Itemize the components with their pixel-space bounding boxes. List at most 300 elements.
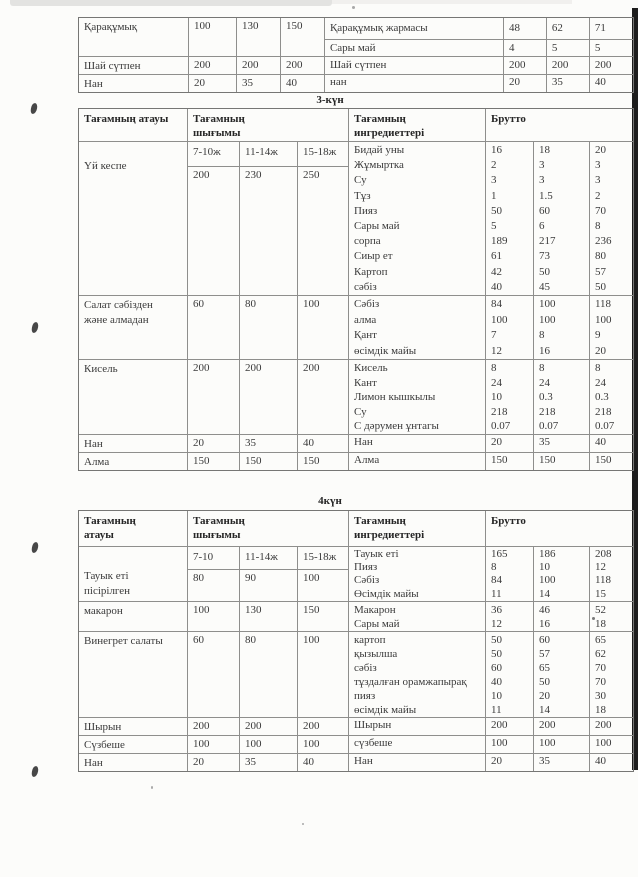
scan-speck: [352, 6, 355, 9]
brutto-value: 35: [551, 76, 563, 88]
ingredient-name: өсімдік майы: [354, 703, 417, 716]
portion-value: 130: [244, 603, 262, 616]
portion-cell: [187, 142, 239, 295]
portion-value: 100: [244, 737, 262, 750]
brutto-value: 40: [491, 280, 502, 293]
ingredient-name: Сәбіз: [354, 298, 380, 311]
menu-row: [79, 546, 633, 601]
dish-name-cell: [79, 453, 187, 470]
brutto-value: 73: [538, 250, 550, 263]
brutto-value: 48: [508, 22, 520, 34]
menu-row: [79, 56, 633, 74]
header-text-line: Тағамның: [354, 113, 406, 125]
brutto-value: 57: [594, 265, 606, 278]
portion-value: 20: [192, 437, 204, 449]
header-ingredients: [348, 511, 485, 546]
portion-cell: [187, 435, 239, 452]
brutto-value: 3: [491, 174, 497, 187]
portion-value: 35: [244, 437, 256, 449]
portion-cell: [188, 75, 236, 92]
header-text-line: Брутто: [491, 113, 526, 125]
header-text-line: Тағамның: [354, 515, 406, 527]
ingredient-name: Су: [354, 405, 367, 418]
header-text-line: Тағамның: [192, 113, 245, 125]
brutto-value: 10: [491, 391, 502, 404]
ingredients-cell: [348, 360, 485, 434]
dish-name-cell: [79, 360, 187, 434]
menu-row: [79, 434, 633, 452]
portion-cell: [239, 142, 297, 295]
header-output: [187, 109, 348, 141]
brutto-value: 3: [594, 159, 601, 172]
ingredient-name: картоп: [354, 633, 386, 646]
dish-name-cell: [79, 142, 187, 295]
brutto-value: 12: [491, 344, 502, 357]
portion-cell: [187, 453, 239, 470]
portion-cell: [239, 453, 297, 470]
portion-value: 100: [192, 737, 210, 750]
ingredient-name: Сары май: [354, 617, 400, 630]
brutto-value: 9: [594, 329, 601, 342]
brutto-value: 200: [538, 718, 556, 731]
portion-cell: [297, 453, 348, 470]
brutto-value: 20: [538, 689, 550, 702]
ingredient-name: Алма: [354, 454, 380, 466]
dish-name: Сүзбеше: [84, 738, 125, 751]
brutto-value: 42: [491, 265, 502, 278]
portion-value: 100: [192, 603, 210, 616]
brutto-value: 100: [491, 313, 508, 326]
portion-value: 35: [241, 77, 253, 89]
brutto-value: 50: [538, 265, 550, 278]
ingredient-name: Макарон: [354, 603, 396, 616]
brutto-cell: [589, 360, 633, 434]
brutto-value: 7: [491, 329, 497, 342]
ingredient-name: Сары май: [325, 39, 503, 56]
dish-name: макарон: [84, 604, 123, 617]
brutto-cell: [589, 296, 633, 359]
portion-value: 35: [244, 755, 256, 768]
brutto-value: 218: [491, 405, 508, 418]
brutto-cell: [589, 453, 633, 470]
header-text-line: ингредиеттері: [354, 127, 425, 139]
portion-value: 200: [192, 169, 210, 181]
header-brutto: [485, 511, 633, 546]
portion-cell: [239, 547, 297, 601]
ingredients-cell: [348, 602, 485, 631]
ingredient-name: Тауык еті: [354, 548, 399, 560]
menu-row: [79, 295, 633, 359]
brutto-value: 52: [594, 603, 606, 616]
brutto-value: 70: [594, 204, 606, 217]
portion-value: 200: [285, 59, 303, 71]
brutto-cell: [485, 718, 533, 735]
ingredients-cell: [348, 547, 485, 601]
brutto-value: 8: [538, 329, 545, 342]
brutto-value: 8: [594, 362, 601, 375]
portion-value: 150: [244, 455, 262, 467]
brutto-value: 100: [594, 736, 612, 749]
dish-name: Шырын: [84, 720, 122, 733]
brutto-value: 60: [538, 633, 550, 646]
portion-cell: [236, 75, 280, 92]
brutto-cell: [485, 142, 533, 295]
brutto-cell: [485, 435, 533, 452]
portion-cell: [239, 435, 297, 452]
margin-ink-mark: [31, 322, 39, 334]
brutto-value: 200: [551, 59, 569, 71]
portion-value: 150: [192, 455, 210, 467]
brutto-value: 0.07: [491, 420, 511, 433]
portion-cell: [297, 736, 348, 753]
portion-value: 20: [194, 77, 206, 89]
brutto-value: 200: [594, 59, 612, 71]
brutto-cell: [485, 754, 533, 771]
ingredients-cell: [348, 632, 485, 717]
ingredient-name: тұздалған орамжапырақ: [354, 675, 467, 688]
brutto-cell: [533, 718, 589, 735]
ingredient-name: С дәрумен ұнтагы: [354, 420, 439, 433]
portion-value: 150: [285, 20, 303, 32]
brutto-value: 30: [594, 689, 606, 702]
portion-value: 60: [192, 298, 204, 311]
brutto-value: 218: [538, 405, 556, 418]
header-text-line: Брутто: [491, 515, 526, 527]
brutto-value: 1.5: [538, 189, 553, 202]
ingredient-name: Сәбіз: [354, 574, 380, 587]
brutto-value: 4: [504, 39, 546, 56]
brutto-value: 3: [538, 159, 545, 172]
menu-row: [79, 735, 633, 753]
brutto-value: 165: [491, 548, 508, 560]
brutto-value: 16: [491, 144, 502, 156]
portion-value: 40: [285, 77, 297, 89]
brutto-cell: [533, 547, 589, 601]
brutto-value: 16: [538, 344, 550, 357]
header-text-line: Тағамның: [192, 515, 245, 527]
brutto-value: 71: [594, 22, 606, 34]
portion-cell: [187, 360, 239, 434]
ingredient-name: Жұмыртка: [354, 159, 404, 172]
table-header-row: [79, 511, 633, 546]
brutto-value: 100: [594, 313, 612, 326]
brutto-value: 65: [594, 633, 606, 646]
ingredient-name: сәбіз: [354, 280, 377, 293]
day4-menu-table: [78, 510, 634, 772]
brutto-value: 20: [594, 144, 606, 156]
brutto-value: 84: [491, 298, 502, 311]
brutto-value: 35: [538, 436, 550, 448]
ingredients-cell: [348, 453, 485, 470]
brutto-value: 24: [594, 376, 606, 389]
dish-name: және алмадан: [84, 314, 149, 327]
brutto-cell: [503, 75, 546, 92]
brutto-value: 57: [538, 647, 550, 660]
brutto-cell: [533, 435, 589, 452]
brutto-value: 0.07: [538, 420, 559, 433]
brutto-value: 20: [491, 436, 502, 448]
ingredient-name: Нан: [354, 436, 373, 448]
brutto-value: 40: [594, 754, 606, 767]
brutto-value: 16: [538, 617, 550, 630]
brutto-value: 6: [538, 220, 545, 233]
header-brutto: [485, 109, 633, 141]
brutto-value: 70: [594, 661, 606, 674]
brutto-value: 50: [491, 204, 502, 217]
portion-cell: [239, 632, 297, 717]
brutto-cell: [533, 453, 589, 470]
ingredients-cell: [348, 736, 485, 753]
brutto-value: 189: [491, 235, 508, 248]
dish-name: Кисель: [84, 363, 118, 376]
ingredient-name: Сиыр ет: [354, 250, 393, 263]
portion-cell: [297, 718, 348, 735]
brutto-value: 46: [538, 603, 550, 616]
portion-cell: [297, 602, 348, 631]
portion-value: 150: [302, 455, 320, 467]
dish-name: Нан: [84, 78, 103, 90]
dish-name: Салат сәбізден: [84, 299, 153, 312]
menu-row: [79, 74, 633, 92]
ingredient-name: Нан: [354, 754, 373, 767]
ingredients-cell: [348, 435, 485, 452]
brutto-value: 8: [538, 362, 545, 375]
brutto-value: 8: [491, 561, 497, 574]
dish-name-cell: [79, 736, 187, 753]
brutto-cell: [485, 453, 533, 470]
brutto-value: 236: [594, 235, 612, 248]
brutto-value: 1: [491, 189, 497, 202]
portion-value: 60: [192, 633, 204, 646]
brutto-cell: [546, 75, 589, 92]
portion-cell: [188, 18, 236, 56]
portion-value: 150: [302, 603, 320, 616]
brutto-value: 60: [491, 661, 502, 674]
brutto-value: 80: [594, 250, 606, 263]
dish-name: Нан: [84, 438, 103, 450]
menu-row: [79, 141, 633, 295]
portion-cell: [280, 18, 324, 56]
brutto-value: 8: [594, 220, 601, 233]
portion-cell: [239, 736, 297, 753]
brutto-cell: [589, 632, 633, 717]
brutto-value: 200: [491, 718, 508, 731]
brutto-cell: [485, 736, 533, 753]
dish-name-cell: [79, 547, 187, 601]
brutto-cell: [485, 360, 533, 434]
brutto-cell: [485, 296, 533, 359]
ingredient-name: Пияз: [354, 204, 378, 217]
dish-name: Алма: [84, 456, 110, 468]
portion-cell: [187, 754, 239, 771]
brutto-cell: [485, 632, 533, 717]
brutto-cell: [503, 18, 546, 56]
portion-value: 40: [302, 755, 314, 768]
brutto-value: 45: [538, 280, 550, 293]
brutto-cell: [589, 75, 633, 92]
ingredient-name: Қарақұмық жармасы: [329, 22, 428, 34]
brutto-value: 18: [538, 144, 550, 156]
dish-name: Қарақұмық: [84, 21, 138, 33]
portion-cell: [239, 718, 297, 735]
portion-cell: [236, 57, 280, 74]
dish-name-cell: [79, 435, 187, 452]
portion-value: 200: [302, 362, 320, 375]
portion-value: 200: [192, 719, 210, 732]
brutto-value: 18: [594, 617, 606, 630]
age-group-label: 7-10ж: [188, 142, 239, 167]
portion-value: 80: [244, 298, 256, 311]
portion-value: 100: [194, 20, 211, 32]
brutto-value: 50: [594, 280, 606, 293]
portion-cell: [297, 360, 348, 434]
age-group-label: 11-14ж: [240, 142, 297, 167]
brutto-cell: [533, 296, 589, 359]
dish-name-cell: [79, 632, 187, 717]
brutto-cell: [533, 360, 589, 434]
brutto-value: 36: [491, 603, 502, 616]
scan-speck: [151, 786, 153, 789]
brutto-value: 11: [491, 703, 502, 716]
brutto-value: 50: [491, 647, 502, 660]
header-dish-name: [79, 109, 187, 141]
portion-cell: [297, 142, 348, 295]
brutto-cell: [589, 18, 633, 56]
brutto-value: 40: [594, 76, 606, 88]
brutto-value: 5: [590, 39, 633, 56]
brutto-cell: [589, 547, 633, 601]
brutto-value: 2: [594, 189, 601, 202]
portion-value: 230: [244, 169, 262, 181]
header-text-line: Тағамның: [84, 515, 136, 527]
portion-cell: [239, 754, 297, 771]
brutto-value: 0.3: [594, 391, 609, 404]
brutto-value: 100: [491, 736, 508, 749]
day3-title: 3-күн: [316, 94, 344, 106]
brutto-value: 40: [594, 436, 606, 448]
brutto-value: 14: [538, 703, 550, 716]
portion-value: 40: [302, 437, 314, 449]
dish-name: Нан: [84, 756, 103, 769]
age-group-label: 15-18ж: [298, 142, 348, 167]
portion-value: 100: [302, 633, 320, 646]
portion-cell: [239, 360, 297, 434]
portion-value: 90: [244, 572, 256, 584]
dish-name: Винегрет салаты: [84, 634, 163, 647]
dish-name: Тауык еті: [84, 570, 129, 582]
ingredient-name: Шырын: [354, 718, 392, 731]
portion-value: 100: [302, 572, 320, 584]
ingredient-name: Қант: [354, 329, 377, 342]
ingredient-name: Су: [354, 174, 367, 187]
brutto-value: 40: [491, 675, 502, 688]
brutto-cell: [533, 736, 589, 753]
brutto-value: 12: [594, 561, 606, 574]
portion-value: 200: [194, 59, 211, 71]
menu-row: [79, 717, 633, 735]
portion-value: 200: [192, 362, 210, 375]
brutto-value: 65: [538, 661, 550, 674]
brutto-value: 60: [538, 204, 550, 217]
menu-row: [79, 601, 633, 631]
scan-speck: [302, 823, 304, 825]
brutto-cell: [485, 547, 533, 601]
menu-row: [79, 631, 633, 717]
portion-value: 250: [302, 169, 320, 181]
ingredient-name: Пияз: [354, 561, 378, 574]
brutto-value: 84: [491, 574, 502, 587]
header-text-line: шығымы: [192, 127, 241, 139]
ingredients-cell: [324, 18, 503, 56]
brutto-value: 5: [547, 39, 589, 56]
brutto-cell: [546, 57, 589, 74]
portion-cell: [236, 18, 280, 56]
header-ingredients: [348, 109, 485, 141]
brutto-value: 10: [491, 689, 502, 702]
brutto-cell: [589, 57, 633, 74]
brutto-value: 35: [538, 754, 550, 767]
brutto-value: 24: [491, 376, 502, 389]
brutto-cell: [485, 602, 533, 631]
day4-title: 4күн: [318, 495, 342, 507]
portion-cell: [187, 602, 239, 631]
brutto-cell: [533, 632, 589, 717]
portion-cell: [297, 435, 348, 452]
dish-name-cell: [79, 718, 187, 735]
margin-ink-mark: [31, 542, 39, 554]
ingredients-cell: [348, 754, 485, 771]
portion-cell: [297, 547, 348, 601]
brutto-value: 62: [594, 647, 606, 660]
brutto-cell: [589, 435, 633, 452]
brutto-cell: [589, 718, 633, 735]
brutto-value: 118: [594, 298, 612, 311]
dish-name-cell: [79, 754, 187, 771]
brutto-value: 62: [551, 22, 563, 34]
brutto-value: 18: [594, 703, 606, 716]
brutto-value: 61: [491, 250, 502, 263]
brutto-value: 20: [594, 344, 606, 357]
header-text-line: атауы: [84, 529, 114, 541]
brutto-value: 100: [538, 313, 556, 326]
dish-name-cell: [79, 18, 188, 56]
dish-name-cell: [79, 296, 187, 359]
dish-name-cell: [79, 75, 188, 92]
brutto-value: 200: [594, 718, 612, 731]
brutto-value: 100: [538, 736, 556, 749]
ingredient-name: Кисель: [354, 362, 388, 375]
brutto-value: 8: [491, 362, 497, 375]
brutto-value: 218: [594, 405, 612, 418]
header-text-line: ингредиеттері: [354, 529, 425, 541]
brutto-cell: [533, 142, 589, 295]
ingredient-name: Картоп: [354, 265, 388, 278]
dish-name: Үй кеспе: [84, 160, 127, 172]
age-group-label: 15-18ж: [298, 547, 348, 570]
brutto-value: 50: [538, 675, 550, 688]
brutto-value: 20: [508, 76, 520, 88]
brutto-value: 0.3: [538, 391, 553, 404]
brutto-value: 217: [538, 235, 556, 248]
brutto-value: 150: [594, 454, 612, 466]
portion-cell: [188, 57, 236, 74]
brutto-value: 12: [491, 617, 502, 630]
dish-name: пісірілген: [84, 585, 131, 597]
brutto-value: 150: [538, 454, 556, 466]
header-dish-name: [79, 511, 187, 546]
header-text-line: Тағамның атауы: [84, 113, 169, 125]
brutto-value: 3: [538, 174, 545, 187]
